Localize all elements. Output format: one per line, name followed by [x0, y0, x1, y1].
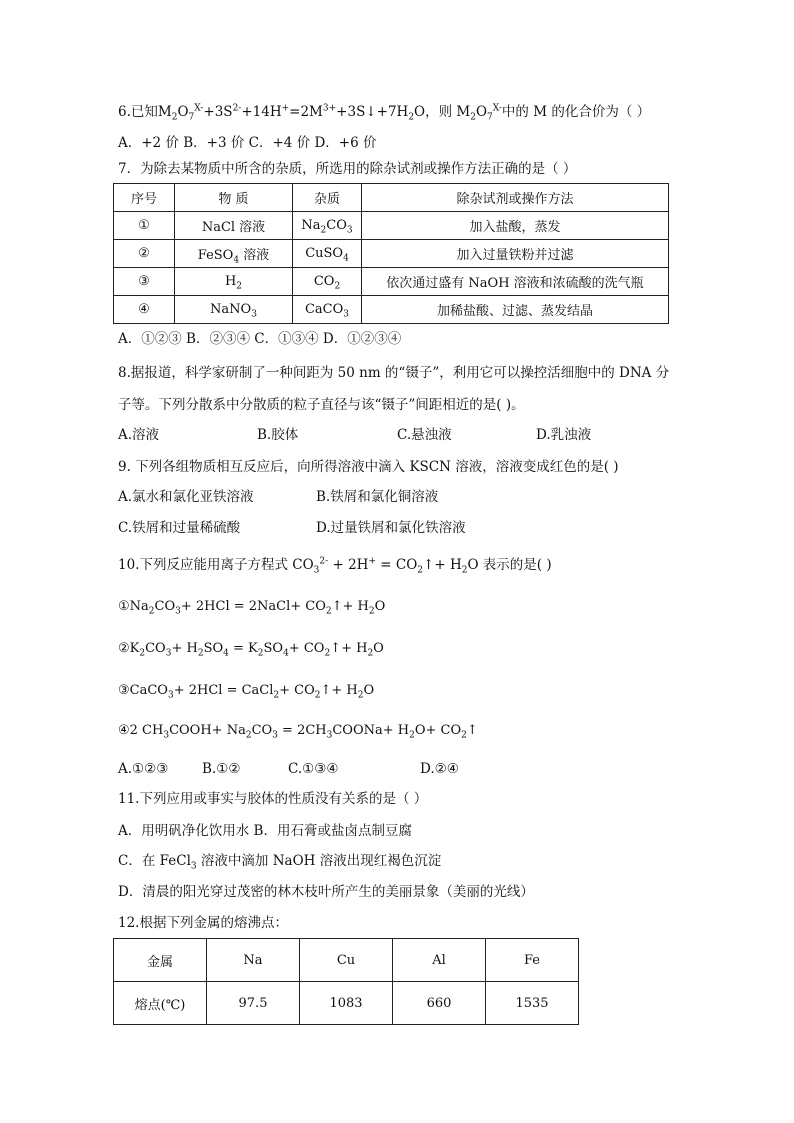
- table-cell: ③: [114, 268, 175, 296]
- table-cell: $Na_2CO_3$: [293, 212, 362, 240]
- table-cell: 加入盐酸，蒸发: [362, 212, 669, 240]
- q9-option-c: C.铁屑和过量稀硫酸: [118, 520, 241, 536]
- q12-table: [113, 938, 579, 1025]
- q11-option-d: D．清晨的阳光穿过茂密的林木枝叶所产生的美丽景象（美丽的光线）: [118, 884, 534, 900]
- q10-equation-3: ③CaCO$_3$+ 2HCl = CaCl$_2$+ $CO_2↑+ H_2O$: [118, 683, 375, 701]
- table-cell: CaCO$_3$: [293, 296, 362, 324]
- q8-stem-line1: 8.据报道，科学家研制了一种间距为 50 nm 的“镊子”，利用它可以操控活细胞中的 DNA 分: [118, 365, 670, 381]
- table-row: [114, 240, 669, 268]
- q11-option-c: C．在 FeCl$_3$ 溶液中滴加 NaOH 溶液出现红褐色沉淀: [118, 853, 442, 872]
- table-cell: 97.5: [207, 982, 300, 1025]
- table-header-row: [114, 939, 579, 982]
- q6-options: A．+2 价 B．+3 价 C．+4 价 D．+6 价: [118, 135, 377, 151]
- table-cell: 加稀盐酸、过滤、蒸发结晶: [362, 296, 669, 324]
- q9-option-b: B.铁屑和氯化铜溶液: [316, 489, 439, 505]
- table-header-cell: 除杂试剂或操作方法: [362, 184, 669, 212]
- table-header-cell: Al: [393, 939, 486, 982]
- table-cell: ①: [114, 212, 175, 240]
- table-cell: 1083: [300, 982, 393, 1025]
- table-cell: ④: [114, 296, 175, 324]
- table-cell: $CO_2$: [293, 268, 362, 296]
- table-cell: CuSO$_4$: [293, 240, 362, 268]
- q8-stem-line2: 子等。下列分散系中分散质的粒子直径与该“镊子”间距相近的是( )。: [118, 397, 525, 413]
- q12-stem: 12.根据下列金属的熔沸点：: [118, 915, 288, 931]
- table-header-cell: 金属: [114, 939, 207, 982]
- table-header-cell: 杂质: [293, 184, 362, 212]
- table-cell: 熔点(℃): [114, 982, 207, 1025]
- table-cell: 1535: [486, 982, 579, 1025]
- q10-stem: 10.下列反应能用离子方程式 $CO_3^{2-} + 2H^+$ = $CO_2↑+ H_2O$ 表示的是( ): [118, 556, 552, 576]
- table-header-cell: Fe: [486, 939, 579, 982]
- table-header-cell: Cu: [300, 939, 393, 982]
- q10-equation-4: ④2 $CH_3COOH+ Na_2CO_3$ = $2CH_3COONa+ H_2O+$ $CO_2↑$: [118, 723, 478, 741]
- table-header-cell: 序号: [114, 184, 175, 212]
- table-header-cell: Na: [207, 939, 300, 982]
- table-row: [114, 296, 669, 324]
- table-cell: ②: [114, 240, 175, 268]
- table-header-cell: 物 质: [175, 184, 293, 212]
- q8-option-b: B.胶体: [257, 427, 299, 443]
- q6-stem: 6.已知$M_2O_7^{X-}+3S^{2-}+14H^+=2M^{3+}+3S↓+7H_2O$，则 $M_2O_7^{X-}$中的 M 的化合价为（ ）: [118, 103, 651, 123]
- table-cell: 加入过量铁粉并过滤: [362, 240, 669, 268]
- q10-option-a: A.①②③: [118, 761, 169, 777]
- q8-option-a: A.溶液: [118, 427, 160, 443]
- q9-option-d: D.过量铁屑和氯化铁溶液: [316, 520, 466, 536]
- table-row: [114, 982, 579, 1025]
- q7-table: [113, 183, 669, 324]
- q10-equation-1: $①Na_2CO_3+ 2HCl$ = 2NaCl+ $CO_2↑+ H_2O$: [118, 599, 386, 617]
- q10-equation-2: $②K_2CO_3+ H_2SO_4 = K_2SO_4+$ $CO_2↑+ H_2O$: [118, 641, 384, 659]
- q10-option-d: D.②④: [420, 761, 459, 777]
- table-row: [114, 212, 669, 240]
- table-cell: NaNO$_3$: [175, 296, 293, 324]
- table-cell: FeSO$_4$ 溶液: [175, 240, 293, 268]
- q7-options: A．①②③ B．②③④ C．①③④ D．①②③④: [118, 331, 402, 347]
- table-cell: NaCl 溶液: [175, 212, 293, 240]
- q8-option-d: D.乳浊液: [536, 427, 592, 443]
- q9-option-a: A.氯水和氯化亚铁溶液: [118, 489, 254, 505]
- q10-option-c: C.①③④: [288, 761, 339, 777]
- table-cell: 660: [393, 982, 486, 1025]
- q7-stem: 7．为除去某物质中所含的杂质，所选用的除杂试剂或操作方法正确的是（ ）: [118, 161, 577, 177]
- table-cell: 依次通过盛有 NaOH 溶液和浓硫酸的洗气瓶: [362, 268, 669, 296]
- q8-option-c: C.悬浊液: [397, 427, 452, 443]
- q11-options-ab: A．用明矾净化饮用水 B．用石膏或盐卤点制豆腐: [118, 823, 412, 839]
- table-row: [114, 268, 669, 296]
- q10-option-b: B.①②: [202, 761, 241, 777]
- q11-stem: 11.下列应用或事实与胶体的性质没有关系的是（ ）: [118, 791, 428, 807]
- q9-stem: 9. 下列各组物质相互反应后，向所得溶液中滴入 KSCN 溶液，溶液变成红色的是( ): [118, 459, 619, 475]
- table-cell: $H_2$: [175, 268, 293, 296]
- table-header-row: [114, 184, 669, 212]
